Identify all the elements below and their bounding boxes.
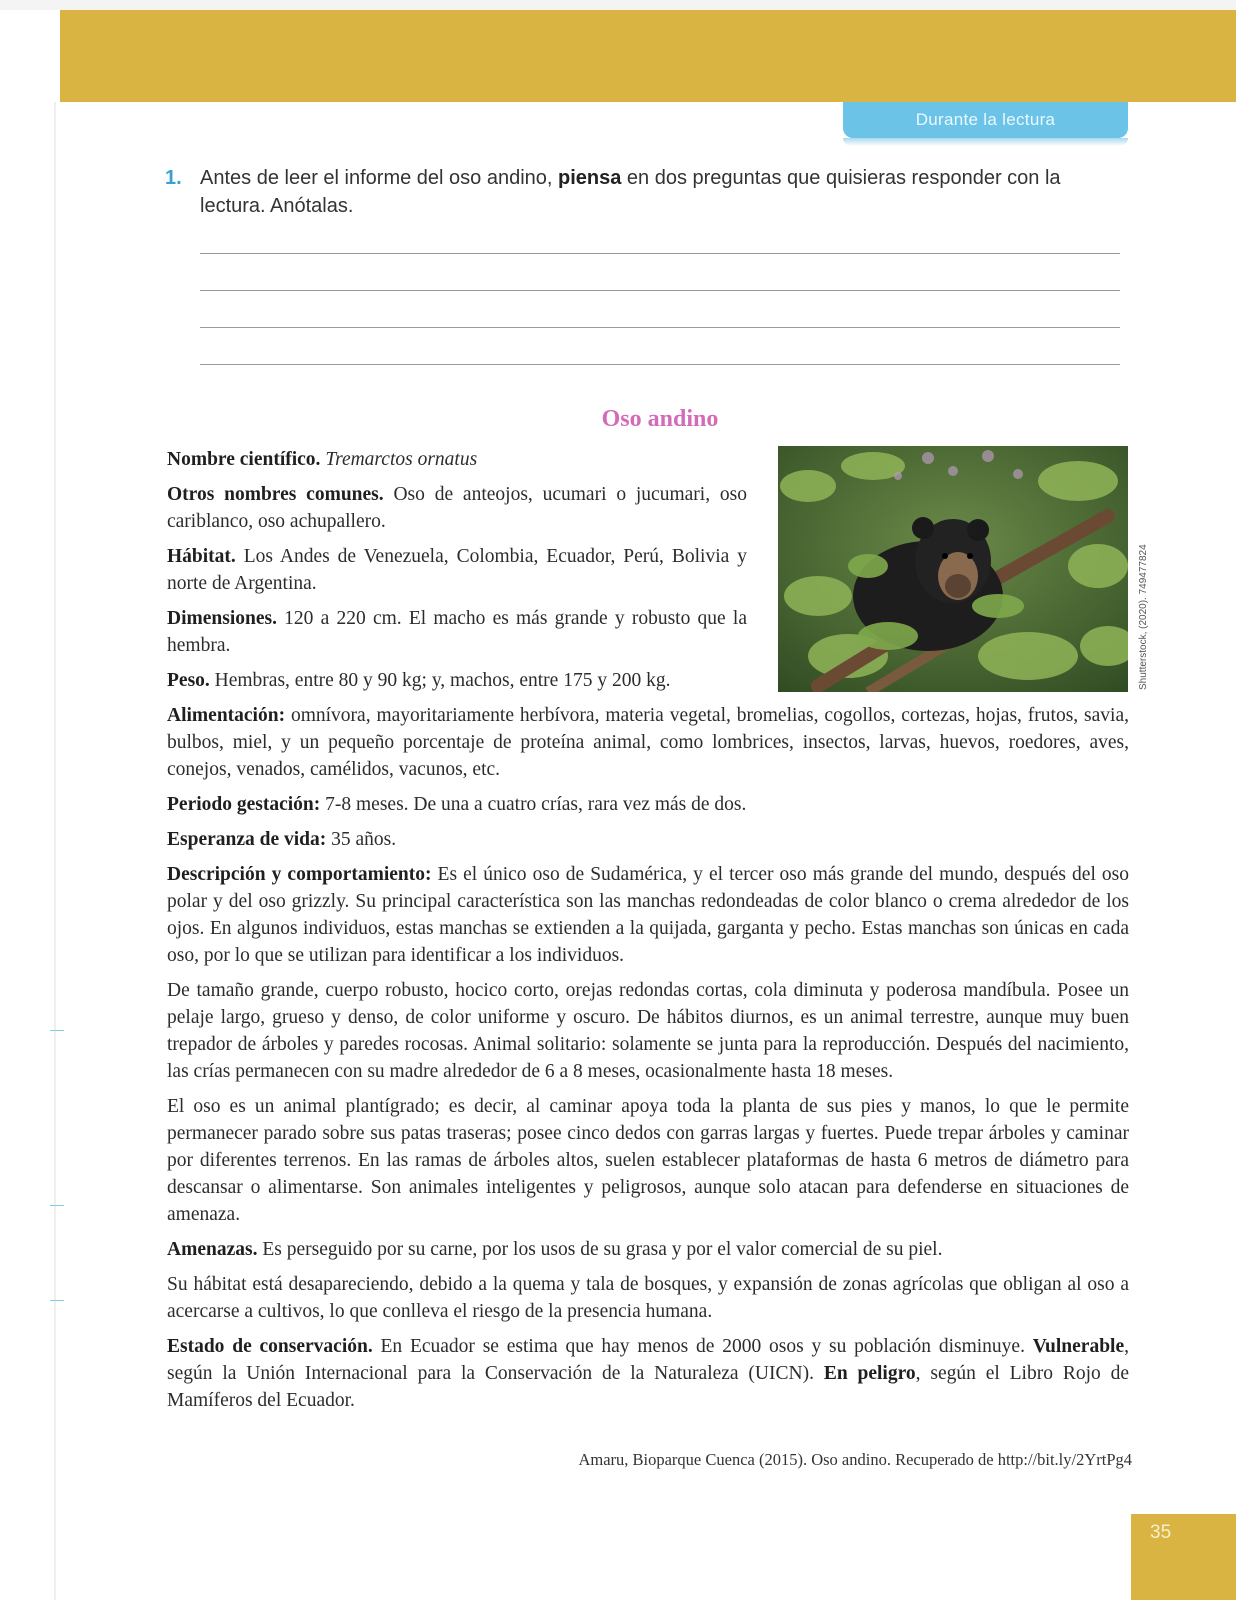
value-estado-3: , según el Libro Rojo de Mamíferos del Ecuador. — [167, 1363, 1129, 1411]
label-peso: Peso. — [167, 670, 210, 691]
value-estado-2: , según la Unión Internacional para la Conservación de la Naturaleza (UICN). — [167, 1336, 1130, 1384]
value-peso: Hembras, entre 80 y 90 kg; y, machos, entre 175 y 200 kg. — [209, 670, 671, 691]
field-peso — [167, 667, 767, 694]
answer-line-1[interactable] — [200, 253, 1120, 254]
field-descripcion — [167, 861, 1129, 969]
question-bold-word: piensa — [558, 167, 622, 189]
margin-mark-2 — [50, 1205, 64, 1206]
field-esperanza — [167, 826, 1129, 853]
question-number: 1. — [165, 167, 182, 189]
question-1 — [165, 164, 1130, 220]
page-binding-edge — [54, 102, 56, 1600]
field-estado — [167, 1333, 1129, 1414]
answer-line-3[interactable] — [200, 327, 1120, 328]
value-alimentacion: omnívora, mayoritariamente herbívora, materia vegetal, bromelias, cogollos, cortezas, hojas, frutos, savia, bulbos, miel, y un pequeño porcentaje de proteína animal, como lombrices, insectos, larvas, huevos, roedores, aves, conejos, venados, camélidos, vacunos, etc. — [167, 705, 1129, 780]
page-number-box — [1131, 1514, 1236, 1600]
header-band — [60, 10, 1236, 102]
value-otros: Oso de anteojos, ucumari o jucumari, oso cariblanco, oso achupallero. — [167, 484, 747, 532]
field-otros — [167, 481, 747, 535]
article-body — [167, 446, 1129, 1422]
value-descripcion: Es el único oso de Sudamérica, y el tercer oso más grande del mundo, después del oso polar y del oso grizzly. Su principal característica son las manchas redondeadas de color blanco o crema alrededor de los ojos. En algunos individuos, estas manchas se extienden a la quijada, garganta y pecho. Estas manchas son únicas en cada oso, por lo que se utilizan para identificar a los individuos. — [167, 864, 1130, 966]
photo-credit: Shutterstock, (2020). 749477824 — [1138, 544, 1149, 690]
value-gestacion: 7-8 meses. De una a cuatro crías, rara vez más de dos. — [320, 794, 747, 815]
value-estado-1: En Ecuador se estima que hay menos de 2000 osos y su población disminuye. — [372, 1336, 1033, 1357]
field-amenazas — [167, 1236, 1129, 1263]
question-text-end: en dos preguntas que quisieras responder con la lectura. Anótalas. — [200, 167, 1061, 217]
field-gestacion — [167, 791, 1129, 818]
value-nombre: Tremarctos ornatus — [325, 449, 478, 470]
margin-mark-3 — [50, 1300, 64, 1301]
label-nombre: Nombre científico. — [167, 449, 321, 470]
article-title: Oso andino — [601, 406, 719, 432]
value-esperanza: 35 años. — [326, 829, 397, 850]
field-habitat — [167, 543, 747, 597]
label-estado: Estado de conservación. — [167, 1336, 373, 1357]
question-text — [200, 164, 1130, 220]
field-dimensiones — [167, 605, 747, 659]
paragraph-tamano: De tamaño grande, cuerpo robusto, hocico corto, orejas redondas cortas, cola diminuta y poderosa mandíbula. Posee un pelaje largo, grueso y denso, de color uniforme y oscuro. De hábitos diurnos, es un animal terrestre, aunque muy buen trepador de árboles y paredes rocosas. Animal solitario: solamente se junta para la reproducción. Después del nacimiento, las crías permanecen con su madre alrededor de 6 a 8 meses, ocasionalmente hasta 18 meses. — [167, 980, 1129, 1082]
value-amenazas: Es perseguido por su carne, por los usos de su grasa y por el valor comercial de su piel. — [257, 1239, 943, 1260]
label-otros: Otros nombres comunes. — [167, 484, 384, 505]
label-descripcion: Descripción y comportamiento: — [167, 864, 432, 885]
answer-line-2[interactable] — [200, 290, 1120, 291]
field-alimentacion — [167, 702, 1129, 783]
page-number: 35 — [1150, 1522, 1172, 1543]
source-citation: Amaru, Bioparque Cuenca (2015). Oso andino. Recuperado de http://bit.ly/2YrtPg4 — [578, 1450, 1132, 1469]
value-estado-bold-2: En peligro — [823, 1363, 916, 1384]
label-amenazas: Amenazas. — [167, 1239, 258, 1260]
page-top-edge — [0, 0, 1236, 10]
section-tab-shadow — [843, 138, 1128, 146]
answer-line-4[interactable] — [200, 364, 1120, 365]
label-dimensiones: Dimensiones. — [167, 608, 277, 629]
field-nombre — [167, 446, 747, 473]
value-dimensiones: 120 a 220 cm. El macho es más grande y robusto que la hembra. — [167, 608, 747, 656]
question-text-start: Antes de leer el informe del oso andino, — [200, 167, 558, 189]
paragraph-habitat-loss: Su hábitat está desapareciendo, debido a la quema y tala de bosques, y expansión de zonas agrícolas que obligan al oso a acercarse a cultivos, lo que conlleva el riesgo de la presencia humana. — [167, 1274, 1129, 1322]
label-gestacion: Periodo gestación: — [167, 794, 321, 815]
value-estado-bold-1: Vulnerable — [1032, 1336, 1125, 1357]
label-alimentacion: Alimentación: — [167, 705, 286, 726]
paragraph-plantigrado: El oso es un animal plantígrado; es decir, al caminar apoya toda la planta de sus pies y manos, lo que le permite permanecer parado sobre sus patas traseras; posee cinco dedos con garras largas y fuertes. Puede trepar árboles y caminar por diferentes terrenos. En las ramas de árboles altos, suelen establecer plataformas de hasta 6 metros de diámetro para descansar o alimentarse. Son animales inteligentes y peligrosos, aunque solo atacan para defenderse en situaciones de amenaza. — [167, 1096, 1129, 1225]
margin-mark-1 — [50, 1030, 64, 1031]
section-tab: Durante la lectura — [843, 102, 1128, 138]
value-habitat: Los Andes de Venezuela, Colombia, Ecuador, Perú, Bolivia y norte de Argentina. — [167, 546, 747, 594]
label-habitat: Hábitat. — [167, 546, 236, 567]
label-esperanza: Esperanza de vida: — [167, 829, 327, 850]
